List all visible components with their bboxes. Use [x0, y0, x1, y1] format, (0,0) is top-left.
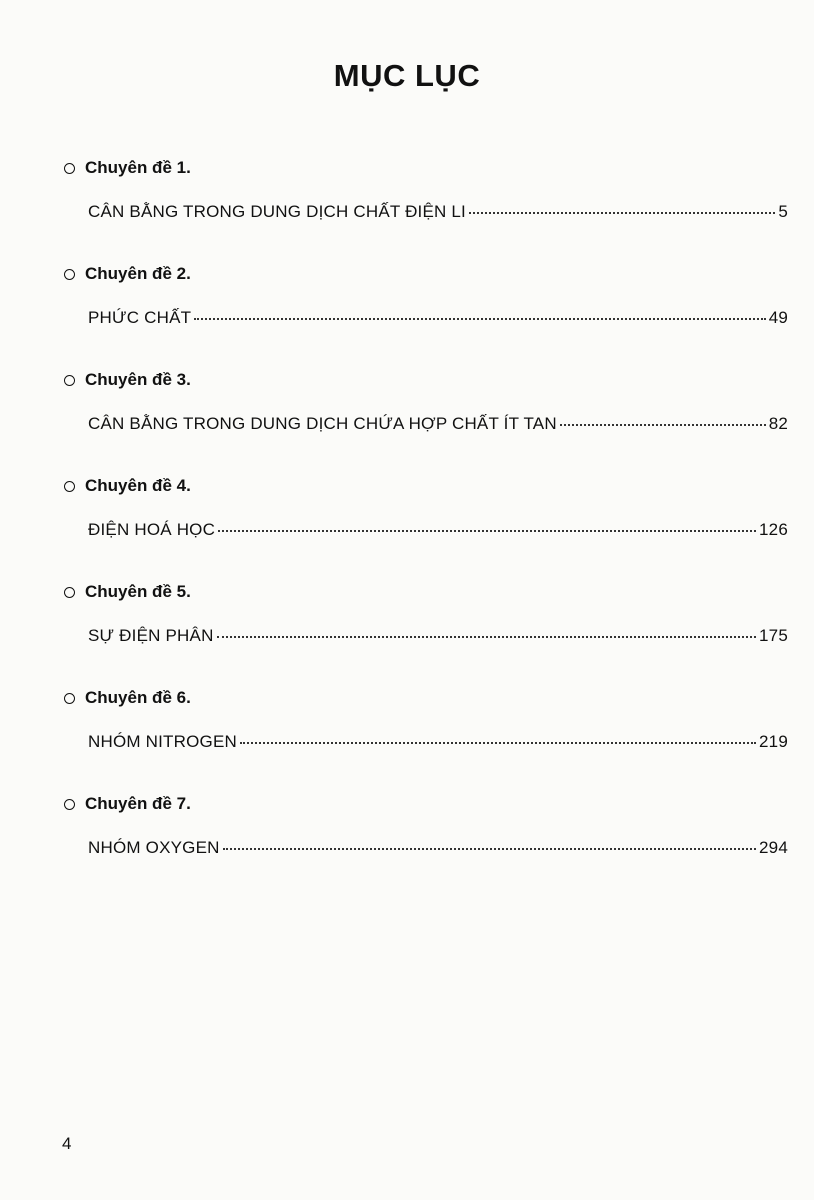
- toc-entry-title: ĐIỆN HOÁ HỌC: [88, 520, 216, 539]
- toc-entry-title: NHÓM OXYGEN: [88, 838, 220, 857]
- dot-leader: [223, 848, 756, 850]
- dot-leader: [240, 742, 756, 744]
- table-of-contents: [64, 158, 788, 900]
- circle-bullet-icon: [64, 799, 75, 810]
- section-heading: [64, 264, 191, 284]
- toc-entry[interactable]: [88, 732, 788, 752]
- toc-entry[interactable]: [88, 520, 788, 540]
- section-heading-text: Chuyên đề 3.: [85, 370, 191, 389]
- circle-bullet-icon: [64, 693, 75, 704]
- dot-leader: [469, 212, 775, 214]
- section-heading: [64, 158, 191, 178]
- section-heading: [64, 794, 191, 814]
- page-number: 4: [62, 1134, 72, 1153]
- toc-entry-page: 175: [759, 626, 788, 645]
- toc-entry-page: 82: [768, 414, 788, 433]
- circle-bullet-icon: [64, 269, 75, 280]
- toc-section-7: [64, 794, 788, 900]
- toc-section-1: [64, 158, 788, 264]
- section-heading-text: Chuyên đề 7.: [85, 794, 191, 813]
- toc-entry-title: SỰ ĐIỆN PHÂN: [88, 626, 214, 645]
- toc-entry-page: 219: [759, 732, 788, 751]
- toc-entry-title: PHỨC CHẤT: [88, 308, 192, 327]
- toc-entry[interactable]: [88, 838, 788, 858]
- section-heading: [64, 582, 191, 602]
- circle-bullet-icon: [64, 375, 75, 386]
- toc-entry-page: 5: [778, 202, 788, 221]
- section-heading-text: Chuyên đề 5.: [85, 582, 191, 601]
- toc-entry[interactable]: [88, 308, 788, 328]
- section-heading: [64, 370, 191, 390]
- dot-leader: [560, 424, 766, 426]
- section-heading-text: Chuyên đề 6.: [85, 688, 191, 707]
- toc-section-3: [64, 370, 788, 476]
- section-heading-text: Chuyên đề 4.: [85, 476, 191, 495]
- toc-section-4: [64, 476, 788, 582]
- circle-bullet-icon: [64, 587, 75, 598]
- toc-entry-page: 49: [768, 308, 788, 327]
- toc-entry[interactable]: [88, 414, 788, 434]
- dot-leader: [217, 636, 756, 638]
- toc-section-2: [64, 264, 788, 370]
- toc-entry-title: NHÓM NITROGEN: [88, 732, 237, 751]
- section-heading: [64, 476, 191, 496]
- dot-leader: [194, 318, 765, 320]
- toc-entry[interactable]: [88, 626, 788, 646]
- section-heading-text: Chuyên đề 2.: [85, 264, 191, 283]
- page-title: MỤC LỤC: [333, 58, 481, 93]
- circle-bullet-icon: [64, 481, 75, 492]
- section-heading: [64, 688, 191, 708]
- toc-entry-page: 294: [759, 838, 788, 857]
- dot-leader: [218, 530, 756, 532]
- toc-section-6: [64, 688, 788, 794]
- toc-entry[interactable]: [88, 202, 788, 222]
- section-heading-text: Chuyên đề 1.: [85, 158, 191, 177]
- toc-entry-title: CÂN BẰNG TRONG DUNG DỊCH CHỨA HỢP CHẤT ÍT TAN: [88, 414, 557, 433]
- toc-section-5: [64, 582, 788, 688]
- toc-entry-title: CÂN BẰNG TRONG DUNG DỊCH CHẤT ĐIỆN LI: [88, 202, 466, 221]
- toc-entry-page: 126: [759, 520, 788, 539]
- circle-bullet-icon: [64, 163, 75, 174]
